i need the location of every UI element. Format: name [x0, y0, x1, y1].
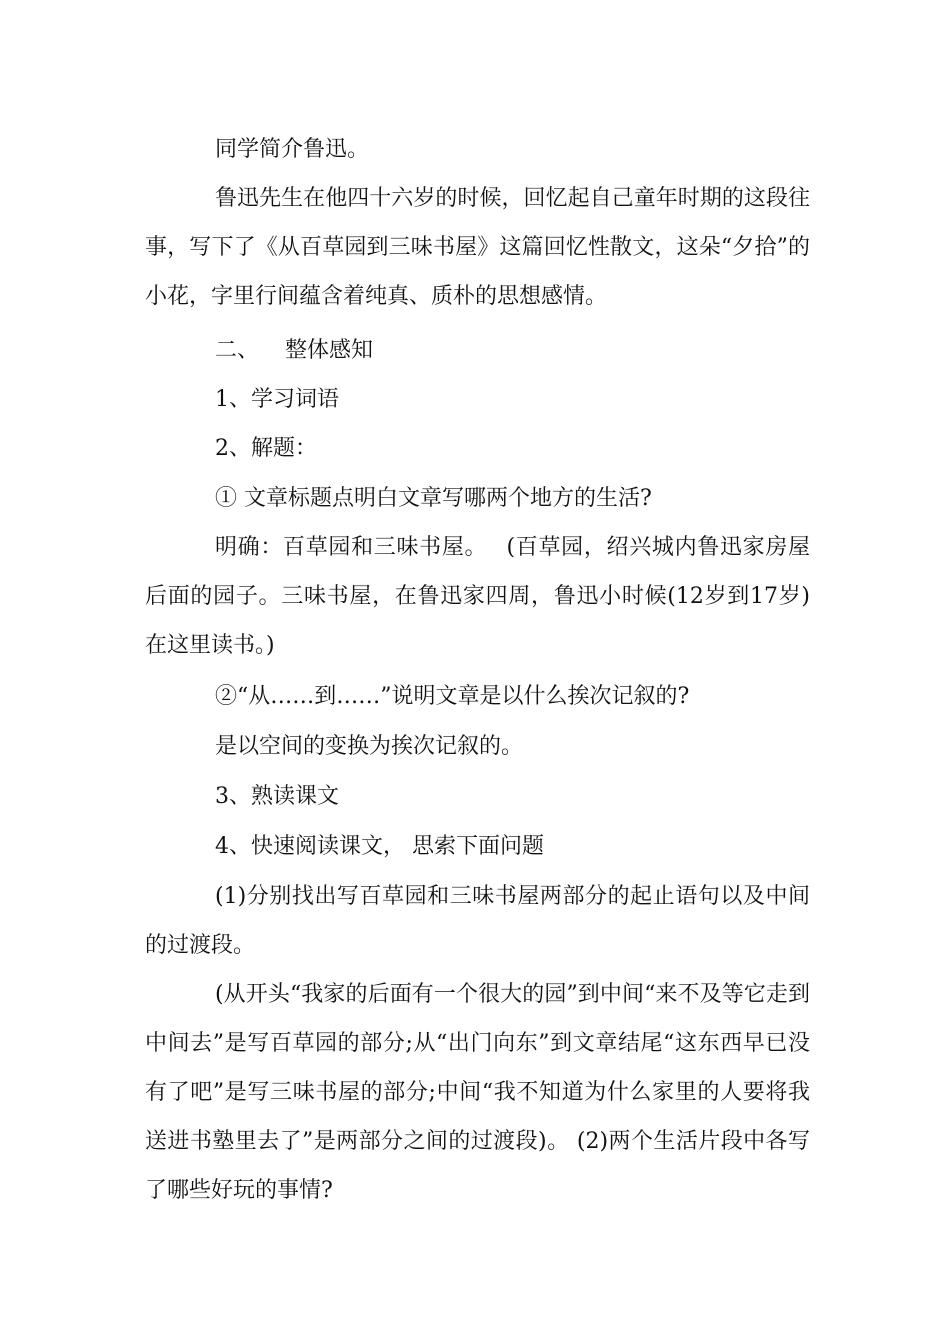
question-2: ②“从……到……”说明文章是以什么挨次记叙的?	[215, 684, 690, 709]
section-title: 整体感知	[285, 338, 374, 363]
answer-part-1: (从开头“我家的后面有一个很大的园”到中间“来不及等它走到中间去”是写百草园的部分;从“出门向东”到文章结尾“这东西早已没有了吧”是写三味书屋的部分;中间“我不知道为什么家里的人要将我送进书塾里去了”是两部分之间的过渡段)。 (2)两个生活片段中各写了哪些好玩的事情?	[145, 982, 810, 1203]
answer-2: 是以空间的变换为挨次记叙的。	[215, 734, 524, 759]
paragraph-intro-lu-xun: 同学简介鲁迅。	[215, 137, 370, 162]
section-heading	[145, 326, 810, 375]
item-read-text: 3、熟读课文	[215, 784, 339, 809]
question-part-1: (1)分别找出写百草园和三味书屋两部分的起止语句以及中间的过渡段。	[145, 884, 810, 958]
paragraph-background: 鲁迅先生在他四十六岁的时候，回忆起自己童年时期的这段往事，写下了《从百草园到三味书屋》这篇回忆性散文，这朵“夕拾”的小花，字里行间蕴含着纯真、质朴的思想感情。	[145, 186, 810, 309]
item-fast-reading: 4、快速阅读课文， 思索下面问题	[215, 834, 544, 859]
question-1: ① 文章标题点明白文章写哪两个地方的生活?	[215, 486, 652, 511]
answer-1: 明确：百草园和三味书屋。 (百草园，绍兴城内鲁迅家房屋后面的园子。三味书屋，在鲁迅家四周，鲁迅小时候(12岁到17岁)在这里读书。)	[145, 535, 810, 658]
item-learn-words: 1、学习词语	[215, 387, 339, 412]
item-explain-title: 2、解题：	[215, 436, 317, 461]
section-number: 二、	[215, 338, 260, 363]
